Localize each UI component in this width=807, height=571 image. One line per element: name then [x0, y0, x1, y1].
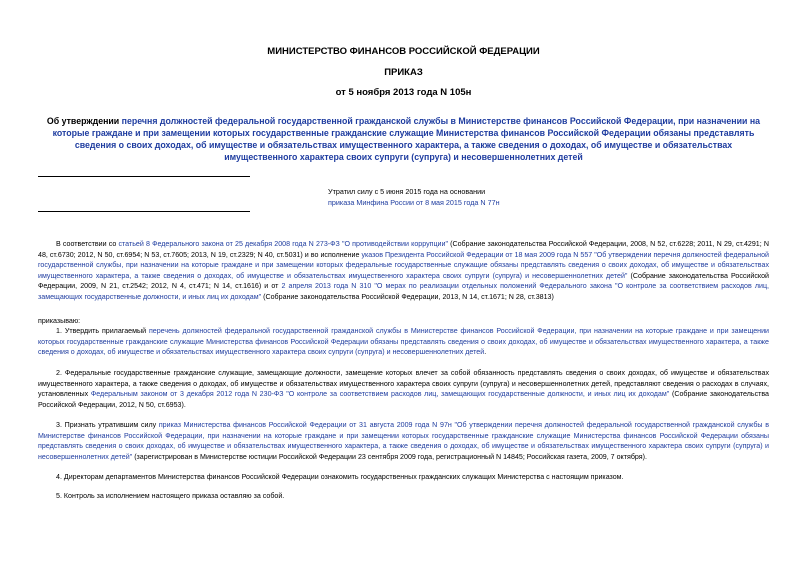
order-97n-link[interactable]: приказ Министерства финансов Российской Федерации от 31 августа 2009 года N 97н "Об утверждении перечня должностей федеральной государственной гражданской службы в Министерстве финансов Российской Федерации, при назначении на которые граждане и при замещении которых государственные гражданские служащие Министерства финансов Российской Федерации обязаны представлять сведения о своих доходах, об имуществе и обязательствах имущественного характера, а также сведения о доходах, об имуществе и обязательствах имущественного характера своих супруги (супруга) и несовершеннолетних детей" — [38, 421, 769, 461]
item-1-link[interactable]: перечень должностей федеральной государственной гражданской службы в Министерстве финансов Российской Федерации, при назначении на которые граждане и при замещении которых государственные гражданские служащие Министерства финансов Российской Федерации обязаны представлять сведения о своих доходах, об имуществе и обязательствах имущественного характера, а также сведения о доходах, об имуществе и обязательствах имущественного характера своих супруги (супруга) и несовершеннолетних детей — [38, 327, 769, 357]
title-prefix: Об утверждении — [46, 116, 122, 126]
item-3-text: 3. Признать утратившим силу — [56, 421, 159, 429]
item-2-text: 2. Федеральные государственные гражданские служащие, замещающие должности, замещение которых влечет за собой обязанность представлять сведения о своих доходах, об имуществе и обязательствах имущественного характера, а также сведения о доходах, об имуществе и обязательствах имущественного характера своих супруги (супруга) и несовершеннолетних детей, представляют сведения о расходах в случаях, установленных — [38, 369, 769, 399]
item-4 — [38, 472, 769, 483]
status-link[interactable]: приказа Минфина России от 8 мая 2015 года N 77н — [328, 198, 500, 207]
item-3-end: (зарегистрирован в Министерстве юстиции Российской Федерации 23 сентября 2009 года, регистрационный N 14845; Российская газета, 2009, 7 октября). — [132, 452, 647, 461]
title-link[interactable]: перечня должностей федеральной государственной гражданской службы в Министерстве финансов Российской Федерации, при назначении на которые граждане и при замещении которых государственные гражданские служащие Министерства финансов Российской Федерации обязаны представлять сведения о своих доходах, об имуществе и обязательствах имущественного характера, а также сведения о доходах, об имуществе и обязательствах имущественного характера своих супруги (супруга) и несовершеннолетних детей — [52, 116, 761, 162]
ministry-heading: МИНИСТЕРСТВО ФИНАНСОВ РОССИЙСКОЙ ФЕДЕРАЦИИ — [267, 46, 540, 57]
law-273-link[interactable]: статьей 8 Федерального закона от 25 декабря 2008 года N 273-ФЗ "О противодействии коррупции" — [118, 240, 448, 248]
document-title — [40, 115, 767, 163]
preamble-paragraph — [38, 239, 769, 303]
order-word: приказываю: — [38, 317, 81, 325]
decree-557-link[interactable]: указов Президента Российской Федерации от 18 мая 2009 года N 557 "Об утверждении перечня должностей федеральной государственной службы, при назначении на которые граждане и при замещении которых федеральные государственные служащие обязаны представлять сведения о своих доходах, об имуществе и обязательствах имущественного характера, а также сведения о доходах, об имуществе и обязательствах имущественного характера своих супруги (супруга) и несовершеннолетних детей" — [38, 250, 769, 280]
item-1-text: 1. Утвердить прилагаемый — [56, 327, 149, 335]
item-5-text: 5. Контроль за исполнением настоящего приказа оставляю за собой. — [56, 492, 285, 500]
divider-top — [38, 176, 250, 177]
item-5 — [38, 491, 769, 502]
item-2 — [38, 368, 769, 410]
preamble-text-4: (Собрание законодательства Российской Федерации, 2013, N 14, ст.1671; N 28, ст.3813) — [261, 292, 554, 301]
divider-bottom — [38, 211, 250, 212]
decree-310-link[interactable]: 2 апреля 2013 года N 310 "О мерах по реализации отдельных положений Федерального закона "О контроле за соответствием расходов лиц, замещающих государственные должности, и иных лиц их доходам" — [38, 282, 769, 301]
doc-type-heading: ПРИКАЗ — [384, 67, 423, 78]
law-230-link[interactable]: Федеральным законом от 3 декабря 2012 года N 230-ФЗ "О контроле за соответствием расходов лиц, замещающих государственные должности, и иных лиц их доходам" — [90, 390, 670, 399]
preamble-text-2: (Собрание законодательства Российской Федерации, 2008, N 52, ст.6228; 2011, N 29, ст.4291; N 48, ст.6730; 2012, N 50, ст.6954; N 53, ст.7605; 2013, N 19, ст.2329; N 40, ст.5031) и во исполнение — [38, 240, 769, 259]
item-4-text: 4. Директорам департаментов Министерства финансов Российской Федерации ознакомить государственных гражданских служащих Министерства с настоящим приказом. — [56, 473, 624, 481]
item-2-end: (Собрание законодательства Российской Федерации, 2012, N 50, ст.6953). — [38, 390, 769, 409]
preamble-text-3: (Собрание законодательства Российской Федерации, 2009, N 21, ст.2542; 2012, N 4, ст.471; N 14, ст.1616) и от — [38, 271, 769, 291]
item-1 — [38, 326, 769, 358]
item-1-end: . — [484, 348, 487, 357]
status-line: Утратил силу с 5 июня 2015 года на основании — [328, 187, 486, 196]
preamble-text-1: В соответствии со — [56, 240, 119, 248]
item-3 — [38, 420, 769, 462]
status-note — [328, 186, 500, 208]
date-number-heading: от 5 ноября 2013 года N 105н — [335, 87, 472, 98]
